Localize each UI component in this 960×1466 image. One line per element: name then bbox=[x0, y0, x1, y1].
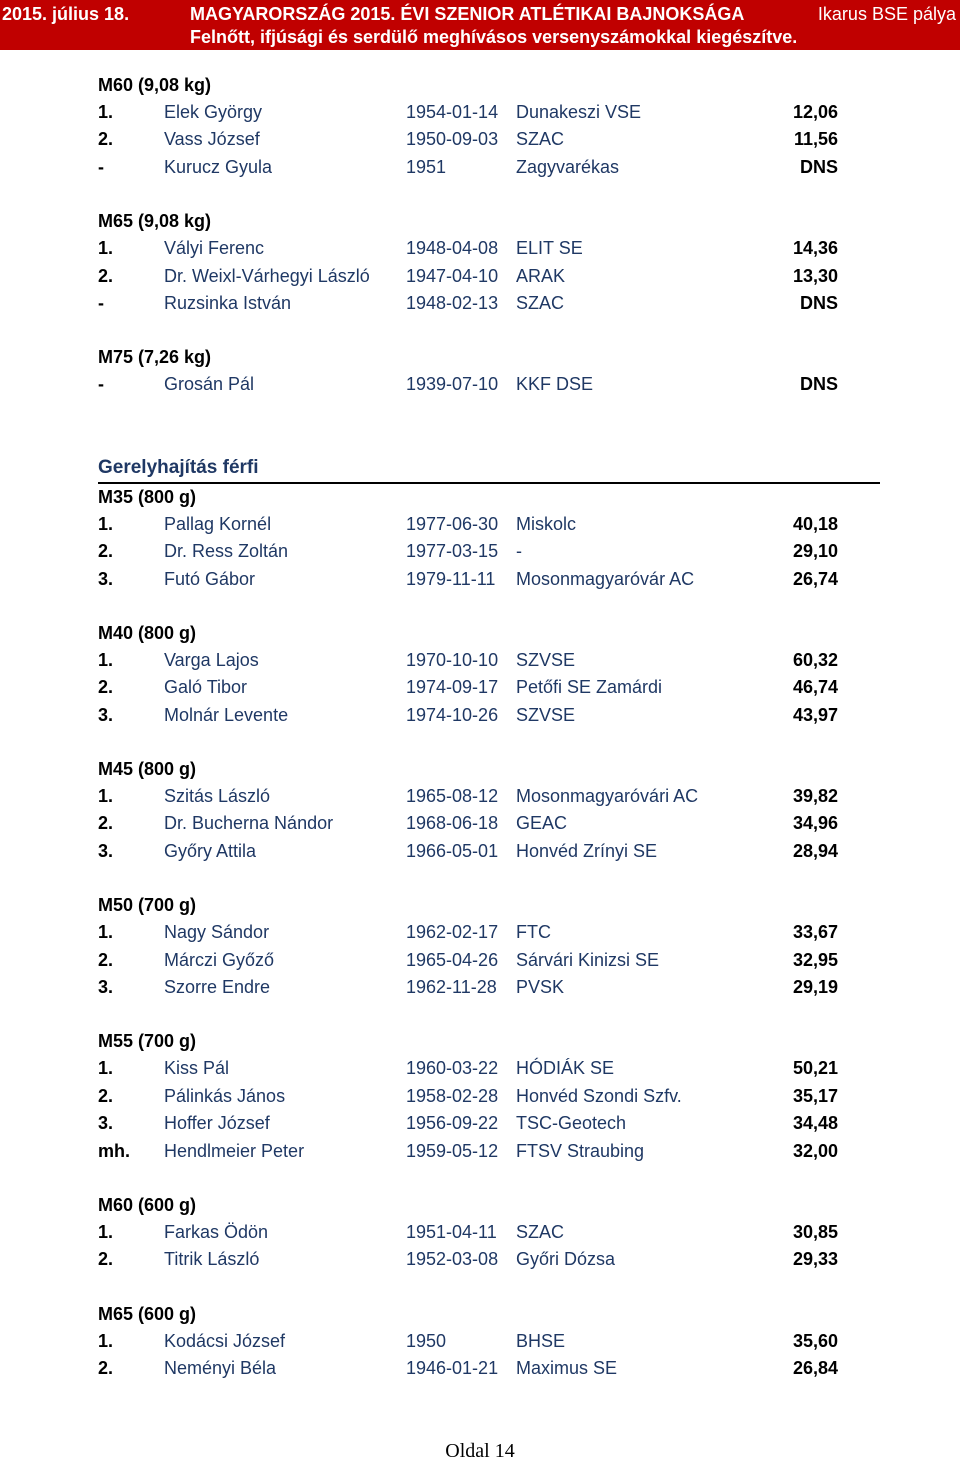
result-row bbox=[98, 783, 880, 810]
club-name: - bbox=[516, 541, 522, 562]
result-row bbox=[98, 235, 880, 262]
group-spacer bbox=[98, 593, 880, 620]
athlete-name: Nagy Sándor bbox=[164, 922, 270, 943]
result-value: 11,56 bbox=[793, 129, 838, 150]
result-value: 26,74 bbox=[792, 568, 838, 589]
result-row bbox=[98, 1083, 880, 1110]
birth-date: 1939-07-10 bbox=[406, 374, 499, 395]
club-name: KKF DSE bbox=[516, 374, 594, 395]
placing: 2. bbox=[98, 265, 114, 286]
result-row bbox=[98, 538, 880, 565]
placing: 2. bbox=[98, 1358, 114, 1379]
club-name: SZAC bbox=[516, 129, 565, 150]
header-venue: Ikarus BSE pálya bbox=[817, 4, 956, 24]
placing: 1. bbox=[98, 1221, 114, 1242]
athlete-name: Hoffer József bbox=[164, 1113, 270, 1134]
result-row bbox=[98, 1219, 880, 1246]
age-group-title: M40 (800 g) bbox=[98, 622, 197, 643]
club-name: Mosonmagyaróvári AC bbox=[516, 786, 699, 807]
placing: 1. bbox=[98, 1058, 114, 1079]
result-value: 26,84 bbox=[792, 1358, 838, 1379]
birth-date: 1952-03-08 bbox=[406, 1249, 499, 1270]
result-row bbox=[98, 838, 880, 865]
header-title: MAGYARORSZÁG 2015. ÉVI SZENIOR ATLÉTIKAI BAJNOKSÁGA bbox=[190, 4, 745, 24]
age-group-title: M65 (600 g) bbox=[98, 1303, 197, 1324]
club-name: Petőfi SE Zamárdi bbox=[516, 677, 663, 698]
result-value: 43,97 bbox=[792, 704, 838, 725]
club-name: Honvéd Szondi Szfv. bbox=[516, 1085, 682, 1106]
athlete-name: Szitás László bbox=[164, 786, 271, 807]
result-row bbox=[98, 919, 880, 946]
birth-date: 1977-06-30 bbox=[406, 513, 499, 534]
age-group-title: M35 (800 g) bbox=[98, 486, 197, 507]
age-group-title: M45 (800 g) bbox=[98, 759, 197, 780]
birth-date: 1951 bbox=[406, 156, 447, 177]
placing: 2. bbox=[98, 541, 114, 562]
result-row bbox=[98, 511, 880, 538]
club-name: SZVSE bbox=[516, 649, 576, 670]
birth-date: 1948-02-13 bbox=[406, 292, 499, 313]
birth-date: 1950-09-03 bbox=[406, 129, 499, 150]
birth-date: 1959-05-12 bbox=[406, 1140, 499, 1161]
result-value: 33,67 bbox=[792, 922, 838, 943]
age-group-title: M50 (700 g) bbox=[98, 895, 197, 916]
placing: 1. bbox=[98, 102, 114, 122]
result-value: DNS bbox=[799, 374, 838, 395]
placing: 2. bbox=[98, 129, 114, 150]
athlete-name: Galó Tibor bbox=[164, 677, 248, 698]
result-value: 60,32 bbox=[792, 649, 838, 670]
placing: 3. bbox=[98, 568, 114, 589]
birth-date: 1960-03-22 bbox=[406, 1058, 499, 1079]
group-spacer bbox=[98, 729, 880, 756]
athlete-name: Kodácsi József bbox=[164, 1330, 286, 1351]
athlete-name: Szorre Endre bbox=[164, 977, 271, 998]
club-name: ARAK bbox=[516, 265, 566, 286]
birth-date: 1956-09-22 bbox=[406, 1113, 499, 1134]
result-value: 34,48 bbox=[792, 1113, 838, 1134]
result-row bbox=[98, 674, 880, 701]
group-spacer bbox=[98, 865, 880, 892]
result-value: DNS bbox=[799, 156, 838, 177]
club-name: SZVSE bbox=[516, 704, 576, 725]
age-group-title: M75 (7,26 kg) bbox=[98, 347, 212, 368]
athlete-name: Neményi Béla bbox=[164, 1358, 277, 1379]
athlete-name: Dr. Bucherna Nándor bbox=[164, 813, 334, 834]
page-number: Oldal 14 bbox=[445, 1440, 515, 1462]
birth-date: 1962-11-28 bbox=[406, 977, 497, 998]
header-date: 2015. július 18. bbox=[2, 4, 130, 24]
placing: - bbox=[98, 374, 104, 395]
birth-date: 1974-10-26 bbox=[406, 704, 499, 725]
age-group-title: M65 (9,08 kg) bbox=[98, 211, 212, 232]
club-name: SZAC bbox=[516, 292, 565, 313]
athlete-name: Győry Attila bbox=[164, 840, 257, 861]
result-value: 29,10 bbox=[792, 541, 838, 562]
result-row bbox=[98, 1110, 880, 1137]
birth-date: 1951-04-11 bbox=[406, 1221, 497, 1242]
result-value: 29,33 bbox=[792, 1249, 838, 1270]
placing: 1. bbox=[98, 238, 114, 259]
result-value: 13,30 bbox=[792, 265, 838, 286]
result-value: 35,60 bbox=[792, 1330, 838, 1351]
result-row bbox=[98, 974, 880, 1001]
athlete-name: Hendlmeier Peter bbox=[164, 1140, 305, 1161]
placing: 2. bbox=[98, 1085, 114, 1106]
page-header bbox=[0, 0, 960, 50]
placing: 2. bbox=[98, 1249, 114, 1270]
athlete-name: Kiss Pál bbox=[164, 1058, 230, 1079]
result-row bbox=[98, 1355, 880, 1382]
result-row bbox=[98, 566, 880, 593]
club-name: Sárvári Kinizsi SE bbox=[516, 949, 660, 970]
birth-date: 1948-04-08 bbox=[406, 238, 499, 259]
result-row bbox=[98, 371, 880, 398]
age-group-title: M60 (600 g) bbox=[98, 1194, 197, 1215]
placing: 1. bbox=[98, 1330, 114, 1351]
age-group-title: M55 (700 g) bbox=[98, 1031, 197, 1052]
birth-date: 1977-03-15 bbox=[406, 541, 499, 562]
result-value: 32,00 bbox=[792, 1140, 838, 1161]
athlete-name: Pálinkás János bbox=[164, 1085, 286, 1106]
result-row bbox=[98, 126, 880, 153]
result-value: 46,74 bbox=[792, 677, 838, 698]
result-row bbox=[98, 947, 880, 974]
birth-date: 1958-02-28 bbox=[406, 1085, 499, 1106]
birth-date: 1966-05-01 bbox=[406, 840, 499, 861]
athlete-name: Ruzsinka István bbox=[164, 292, 292, 313]
result-value: 35,17 bbox=[792, 1085, 838, 1106]
result-row bbox=[98, 1138, 880, 1165]
athlete-name: Márczi Győző bbox=[164, 949, 275, 970]
placing: 2. bbox=[98, 813, 114, 834]
result-value: 28,94 bbox=[792, 840, 838, 861]
placing: 1. bbox=[98, 922, 114, 943]
birth-date: 1962-02-17 bbox=[406, 922, 499, 943]
club-name: Miskolc bbox=[516, 513, 577, 534]
birth-date: 1947-04-10 bbox=[406, 265, 499, 286]
placing: - bbox=[98, 292, 104, 313]
club-name: ELIT SE bbox=[516, 238, 583, 259]
birth-date: 1946-01-21 bbox=[406, 1358, 499, 1379]
club-name: TSC-Geotech bbox=[516, 1113, 627, 1134]
placing: 1. bbox=[98, 786, 114, 807]
group-spacer bbox=[98, 1001, 880, 1028]
group-spacer bbox=[98, 181, 880, 208]
result-row bbox=[98, 647, 880, 674]
result-row bbox=[98, 263, 880, 290]
birth-date: 1965-04-26 bbox=[406, 949, 499, 970]
result-value: 50,21 bbox=[792, 1058, 838, 1079]
club-name: HÓDIÁK SE bbox=[516, 1058, 615, 1079]
athlete-name: Grosán Pál bbox=[164, 374, 255, 395]
athlete-name: Varga Lajos bbox=[164, 649, 259, 670]
club-name: SZAC bbox=[516, 1221, 565, 1242]
club-name: Dunakeszi VSE bbox=[516, 102, 642, 122]
result-value: 12,06 bbox=[792, 102, 838, 122]
placing: 3. bbox=[98, 840, 114, 861]
club-name: Honvéd Zrínyi SE bbox=[516, 840, 658, 861]
header-subtitle: Felnőtt, ifjúsági és serdülő meghívásos versenyszámokkal kiegészítve. bbox=[190, 27, 798, 47]
result-value: 34,96 bbox=[792, 813, 838, 834]
placing: - bbox=[98, 156, 104, 177]
club-name: GEAC bbox=[516, 813, 568, 834]
result-value: 39,82 bbox=[792, 786, 838, 807]
birth-date: 1950 bbox=[406, 1330, 447, 1351]
placing: 3. bbox=[98, 704, 114, 725]
athlete-name: Pallag Kornél bbox=[164, 513, 272, 534]
result-value: 32,95 bbox=[792, 949, 838, 970]
club-name: Maximus SE bbox=[516, 1358, 618, 1379]
placing: 3. bbox=[98, 1113, 114, 1134]
club-name: FTC bbox=[516, 922, 551, 943]
club-name: Győri Dózsa bbox=[516, 1249, 616, 1270]
result-value: 30,85 bbox=[792, 1221, 838, 1242]
result-row bbox=[98, 1246, 880, 1273]
birth-date: 1968-06-18 bbox=[406, 813, 499, 834]
event-title: Gerelyhajítás férfi bbox=[98, 454, 880, 484]
group-spacer bbox=[98, 317, 880, 344]
athlete-name: Dr. Weixl-Várhegyi László bbox=[164, 265, 370, 286]
result-row bbox=[98, 154, 880, 181]
section-spacer bbox=[98, 399, 880, 426]
result-row bbox=[98, 702, 880, 729]
result-row bbox=[98, 1328, 880, 1355]
placing: 2. bbox=[98, 677, 114, 698]
club-name: PVSK bbox=[516, 977, 565, 998]
placing: mh. bbox=[98, 1140, 131, 1161]
birth-date: 1974-09-17 bbox=[406, 677, 499, 698]
result-row bbox=[98, 1055, 880, 1082]
club-name: FTSV Straubing bbox=[516, 1140, 645, 1161]
birth-date: 1970-10-10 bbox=[406, 649, 499, 670]
athlete-name: Kurucz Gyula bbox=[164, 156, 273, 177]
group-spacer bbox=[98, 1165, 880, 1192]
athlete-name: Vályi Ferenc bbox=[164, 238, 265, 259]
athlete-name: Molnár Levente bbox=[164, 704, 289, 725]
birth-date: 1979-11-11 bbox=[406, 568, 496, 589]
placing: 2. bbox=[98, 949, 114, 970]
age-group-title: M60 (9,08 kg) bbox=[98, 75, 212, 95]
result-row bbox=[98, 99, 880, 126]
club-name: Mosonmagyaróvár AC bbox=[516, 568, 695, 589]
athlete-name: Vass József bbox=[164, 129, 260, 150]
placing: 3. bbox=[98, 977, 114, 998]
athlete-name: Titrik László bbox=[164, 1249, 260, 1270]
athlete-name: Elek György bbox=[164, 102, 263, 122]
club-name: BHSE bbox=[516, 1330, 566, 1351]
result-value: 29,19 bbox=[792, 977, 838, 998]
club-name: Zagyvarékas bbox=[516, 156, 620, 177]
placing: 1. bbox=[98, 513, 114, 534]
result-value: 14,36 bbox=[792, 238, 838, 259]
birth-date: 1965-08-12 bbox=[406, 786, 499, 807]
athlete-name: Futó Gábor bbox=[164, 568, 256, 589]
athlete-name: Farkas Ödön bbox=[164, 1221, 269, 1242]
result-row bbox=[98, 810, 880, 837]
birth-date: 1954-01-14 bbox=[406, 102, 499, 122]
result-value: DNS bbox=[799, 292, 838, 313]
placing: 1. bbox=[98, 649, 114, 670]
result-row bbox=[98, 290, 880, 317]
result-value: 40,18 bbox=[792, 513, 838, 534]
athlete-name: Dr. Ress Zoltán bbox=[164, 541, 289, 562]
group-spacer bbox=[98, 1274, 880, 1301]
results-content bbox=[98, 72, 880, 1383]
